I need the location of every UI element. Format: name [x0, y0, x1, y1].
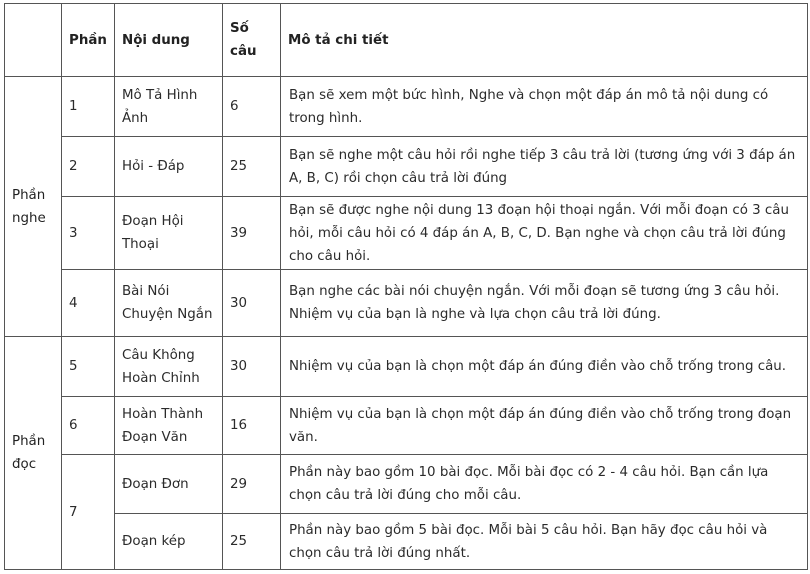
cell-description: Nhiệm vụ của bạn là chọn một đáp án đúng điền vào chỗ trống trong câu. — [281, 337, 808, 397]
cell-description: Bạn sẽ nghe một câu hỏi rồi nghe tiếp 3 câu trả lời (tương ứng với 3 đáp án A, B, C) rồi chọn câu trả lời đúng — [281, 137, 808, 197]
cell-description: Nhiệm vụ của bạn là chọn một đáp án đúng điền vào chỗ trống trong đoạn văn. — [281, 397, 808, 455]
table-row — [5, 77, 808, 137]
group-reading: Phần đọc — [5, 337, 62, 570]
cell-part: 2 — [62, 137, 115, 197]
header-row — [5, 4, 808, 77]
cell-count: 39 — [223, 197, 281, 270]
table-row — [5, 337, 808, 397]
cell-content: Mô Tả Hình Ảnh — [115, 77, 223, 137]
cell-content: Bài Nói Chuyện Ngắn — [115, 270, 223, 337]
cell-content: Đoạn kép — [115, 514, 223, 570]
cell-count: 6 — [223, 77, 281, 137]
cell-description: Phần này bao gồm 5 bài đọc. Mỗi bài 5 câu hỏi. Bạn hãy đọc câu hỏi và chọn câu trả lời đúng nhất. — [281, 514, 808, 570]
cell-count: 30 — [223, 270, 281, 337]
cell-part: 6 — [62, 397, 115, 455]
header-content: Nội dung — [115, 4, 223, 77]
cell-description: Bạn nghe các bài nói chuyện ngắn. Với mỗi đoạn sẽ tương ứng 3 câu hỏi. Nhiệm vụ của bạn là nghe và lựa chọn câu trả lời đúng. — [281, 270, 808, 337]
cell-content: Đoạn Hội Thoại — [115, 197, 223, 270]
cell-count: 25 — [223, 137, 281, 197]
header-description: Mô tả chi tiết — [281, 4, 808, 77]
table-row — [5, 397, 808, 455]
cell-part: 7 — [62, 455, 115, 570]
table-row — [5, 137, 808, 197]
header-count: Số câu — [223, 4, 281, 77]
table-row — [5, 270, 808, 337]
cell-part: 4 — [62, 270, 115, 337]
table-row — [5, 455, 808, 514]
cell-description: Bạn sẽ xem một bức hình, Nghe và chọn một đáp án mô tả nội dung có trong hình. — [281, 77, 808, 137]
cell-count: 29 — [223, 455, 281, 514]
cell-part: 3 — [62, 197, 115, 270]
cell-count: 30 — [223, 337, 281, 397]
header-part: Phần — [62, 4, 115, 77]
cell-count: 16 — [223, 397, 281, 455]
table-row — [5, 514, 808, 570]
cell-content: Câu Không Hoàn Chỉnh — [115, 337, 223, 397]
cell-description: Bạn sẽ được nghe nội dung 13 đoạn hội thoại ngắn. Với mỗi đoạn có 3 câu hỏi, mỗi câu hỏi có 4 đáp án A, B, C, D. Bạn nghe và chọn câu trả lời đúng cho câu hỏi. — [281, 197, 808, 270]
table-row — [5, 197, 808, 270]
cell-count: 25 — [223, 514, 281, 570]
cell-content: Đoạn Đơn — [115, 455, 223, 514]
cell-part: 1 — [62, 77, 115, 137]
header-group — [5, 4, 62, 77]
cell-content: Hỏi - Đáp — [115, 137, 223, 197]
cell-part: 5 — [62, 337, 115, 397]
group-listening: Phần nghe — [5, 77, 62, 337]
cell-description: Phần này bao gồm 10 bài đọc. Mỗi bài đọc có 2 - 4 câu hỏi. Bạn cần lựa chọn câu trả lời đúng cho mỗi câu. — [281, 455, 808, 514]
toeic-structure-table — [4, 3, 808, 570]
cell-content: Hoàn Thành Đoạn Văn — [115, 397, 223, 455]
